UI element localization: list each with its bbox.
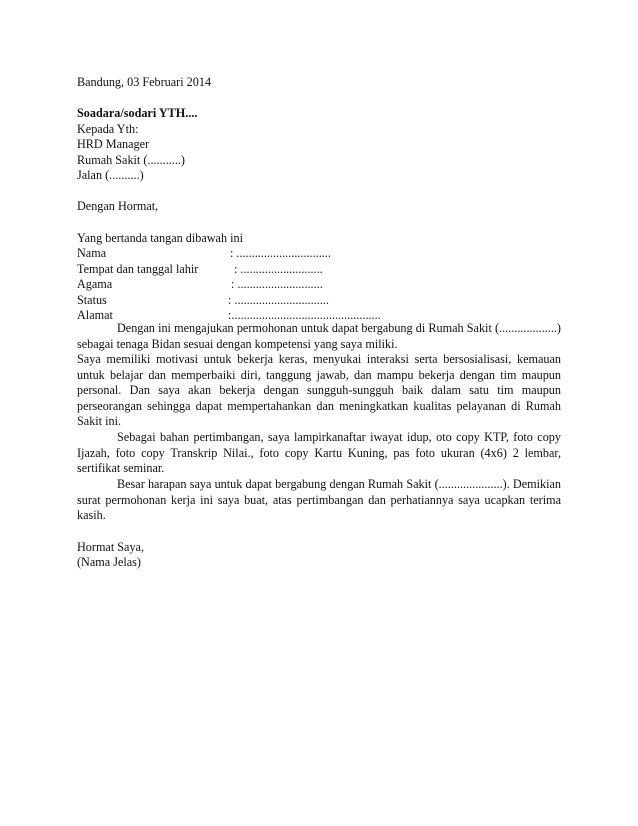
- paragraph-2: Saya memiliki motivasi untuk bekerja keras, menyukai interaksi serta bersosialisasi, kemauan untuk belajar dan memperbaiki diri, tanggung jawab, dan mampu bekerja dengan tim maupun personal. Dan saya akan bekerja dengan sungguh-sungguh baik dalam satu tim maupun perseorangan sehingga dapat mempertahankan dan meningkatkan kualitas pelayanan di Rumah Sakit ini.: [77, 352, 561, 429]
- paragraph-1-text: Dengan ini mengajukan permohonan untuk dapat bergabung di Rumah Sakit (...................) sebagai tenaga Bidan sesuai dengan kompetensi yang saya miliki.: [77, 321, 561, 351]
- field-label: Status: [77, 293, 107, 307]
- field-value: : ...............................: [230, 246, 331, 260]
- place-date: Bandung, 03 Februari 2014: [77, 75, 212, 89]
- intro-line: Yang bertanda tangan dibawah ini: [77, 231, 243, 245]
- paragraph-1: [77, 321, 561, 352]
- signature-name: (Nama Jelas): [77, 555, 141, 569]
- closing: Hormat Saya,: [77, 540, 145, 554]
- paragraph-3-text: Sebagai bahan pertimbangan, saya lampirkanaftar iwayat idup, oto copy KTP, foto copy Ijazah, foto copy Transkrip Nilai., foto copy Kartu Kuning, pas foto ukuran (4x6) 2 lembar, sertifikat seminar.: [77, 430, 561, 476]
- field-value: : ...........................: [234, 262, 323, 276]
- paragraph-4: [77, 477, 561, 524]
- recipient-line-4: Jalan (..........): [77, 168, 144, 182]
- field-value: : ............................: [231, 277, 323, 291]
- recipient-line-2: HRD Manager: [77, 137, 150, 151]
- paragraph-4-text: Besar harapan saya untuk dapat bergabung dengan Rumah Sakit (.....................). Demikian surat permohonan kerja ini saya buat, atas pertimbangan dan perhatiannya saya ucapkan terima kasih.: [77, 477, 561, 523]
- field-label: Agama: [77, 277, 113, 291]
- field-label: Nama: [77, 246, 107, 260]
- recipient-line-1: Kepada Yth:: [77, 122, 139, 136]
- recipient-line-3: Rumah Sakit (...........): [77, 153, 185, 167]
- field-label: Tempat dan tanggal lahir: [77, 262, 199, 276]
- field-label: Alamat: [77, 308, 113, 322]
- paragraph-3: [77, 430, 561, 477]
- field-value: :.................................................: [228, 308, 381, 322]
- field-value: : ...............................: [228, 293, 329, 307]
- greeting: Dengan Hormat,: [77, 199, 159, 213]
- salutation-to: Soadara/sodari YTH....: [77, 106, 198, 120]
